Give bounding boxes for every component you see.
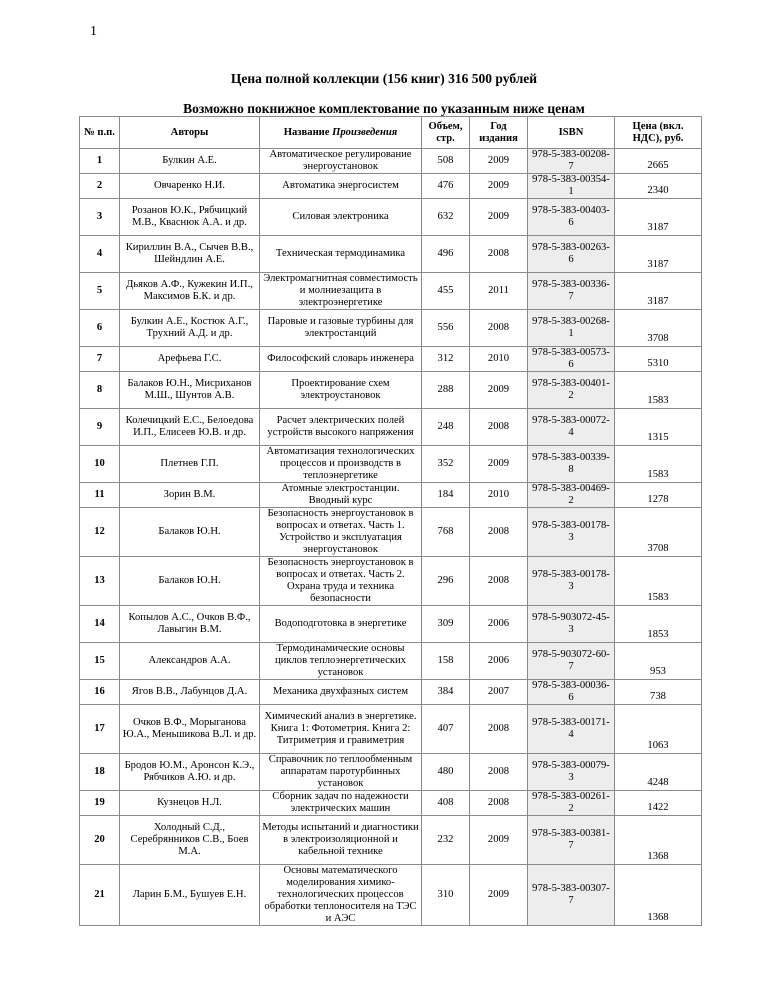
row-isbn: 978-5-383-00307-7 [528,865,615,926]
row-pages: 407 [422,705,470,754]
row-price: 1368 [615,865,702,926]
row-title: Автоматическое регулирование энергоустановок [260,149,422,174]
row-price: 3187 [615,236,702,273]
row-pages: 768 [422,508,470,557]
row-year: 2008 [470,409,528,446]
row-number: 15 [80,643,120,680]
row-price: 1315 [615,409,702,446]
table-row [80,372,702,409]
row-authors: Ягов В.В., Лабунцов Д.А. [120,680,260,705]
row-number: 20 [80,816,120,865]
row-title: Атомные электростанции. Вводный курс [260,483,422,508]
row-isbn: 978-5-383-00178-3 [528,557,615,606]
row-price: 953 [615,643,702,680]
row-number: 17 [80,705,120,754]
row-authors: Розанов Ю.К., Рябчицкий М.В., Кваснюк А.А. и др. [120,199,260,236]
table-row [80,199,702,236]
row-isbn: 978-5-383-00354-1 [528,174,615,199]
row-authors: Колечицкий Е.С., Белоедова И.П., Елисеев Ю.В. и др. [120,409,260,446]
row-number: 2 [80,174,120,199]
header-authors: Авторы [120,117,260,149]
row-isbn: 978-5-383-00336-7 [528,273,615,310]
collection-price-title: Цена полной коллекции (156 книг) 316 500 рублей [230,71,538,86]
row-pages: 480 [422,754,470,791]
row-isbn: 978-5-903072-60-7 [528,643,615,680]
row-year: 2011 [470,273,528,310]
row-pages: 184 [422,483,470,508]
table-row [80,310,702,347]
row-pages: 408 [422,791,470,816]
row-title: Справочник по теплообменным аппаратам паротурбинных установок [260,754,422,791]
row-isbn: 978-5-383-00573-6 [528,347,615,372]
table-header-row [80,117,702,149]
row-authors: Александров А.А. [120,643,260,680]
row-isbn: 978-5-383-00339-8 [528,446,615,483]
row-title: Философский словарь инженера [260,347,422,372]
table-row [80,409,702,446]
row-authors: Холодный С.Д., Серебрянников С.В., Боев М.А. [120,816,260,865]
table-row [80,149,702,174]
row-year: 2009 [470,149,528,174]
row-price: 1063 [615,705,702,754]
row-price: 1583 [615,372,702,409]
row-pages: 248 [422,409,470,446]
row-price: 3708 [615,310,702,347]
row-isbn: 978-5-383-00079-3 [528,754,615,791]
row-year: 2008 [470,791,528,816]
row-year: 2008 [470,310,528,347]
row-authors: Копылов А.С., Очков В.Ф., Лавыгин В.М. [120,606,260,643]
table-row [80,273,702,310]
row-title: Термодинамические основы циклов теплоэнергетических установок [260,643,422,680]
table-row [80,446,702,483]
row-price: 1583 [615,446,702,483]
row-number: 19 [80,791,120,816]
header-isbn: ISBN [528,117,615,149]
row-isbn: 978-5-383-00178-3 [528,508,615,557]
row-isbn: 978-5-383-00261-2 [528,791,615,816]
row-pages: 309 [422,606,470,643]
row-authors: Арефьева Г.С. [120,347,260,372]
row-title: Электромагнитная совместимость и молниезащита в электроэнергетике [260,273,422,310]
header-year: Год издания [470,117,528,149]
books-price-table [79,116,702,926]
header-title-prefix: Название [283,126,333,138]
table-row [80,865,702,926]
table-row [80,643,702,680]
row-pages: 476 [422,174,470,199]
row-authors: Балаков Ю.Н. [120,508,260,557]
row-isbn: 978-5-383-00263-6 [528,236,615,273]
row-year: 2006 [470,643,528,680]
row-isbn: 978-5-383-00036-6 [528,680,615,705]
row-pages: 508 [422,149,470,174]
row-authors: Ларин Б.М., Бушуев Е.Н. [120,865,260,926]
row-title: Безопасность энергоустановок в вопросах и ответах. Часть 2. Охрана труда и техника безопасности [260,557,422,606]
row-authors: Овчаренко Н.И. [120,174,260,199]
row-year: 2009 [470,816,528,865]
row-title: Силовая электроника [260,199,422,236]
row-title: Методы испытаний и диагностики в электроизоляционной и кабельной технике [260,816,422,865]
row-pages: 310 [422,865,470,926]
row-year: 2007 [470,680,528,705]
row-number: 13 [80,557,120,606]
row-year: 2010 [470,483,528,508]
row-year: 2009 [470,174,528,199]
row-price: 738 [615,680,702,705]
row-year: 2008 [470,508,528,557]
row-price: 5310 [615,347,702,372]
row-isbn: 978-5-383-00403-6 [528,199,615,236]
row-number: 8 [80,372,120,409]
row-isbn: 978-5-383-00171-4 [528,705,615,754]
row-year: 2010 [470,347,528,372]
row-title: Паровые и газовые турбины для электростанций [260,310,422,347]
table-row [80,680,702,705]
row-authors: Плетнев Г.П. [120,446,260,483]
header-title-italic: Произведения [332,126,398,138]
table-row [80,816,702,865]
row-isbn: 978-5-383-00381-7 [528,816,615,865]
row-year: 2009 [470,446,528,483]
page-number: 1 [90,24,97,39]
row-year: 2006 [470,606,528,643]
row-authors: Дьяков А.Ф., Кужекин И.П., Максимов Б.К. и др. [120,273,260,310]
table-row [80,347,702,372]
row-year: 2009 [470,372,528,409]
header-title [260,117,422,149]
row-title: Техническая термодинамика [260,236,422,273]
row-authors: Очков В.Ф., Морыганова Ю.А., Меньшикова В.Л. и др. [120,705,260,754]
header-price: Цена (вкл. НДС), руб. [615,117,702,149]
row-number: 21 [80,865,120,926]
row-price: 3187 [615,273,702,310]
header-pages: Объем, стр. [422,117,470,149]
table-row [80,483,702,508]
row-title: Расчет электрических полей устройств высокого напряжения [260,409,422,446]
row-price: 1278 [615,483,702,508]
row-pages: 352 [422,446,470,483]
row-isbn: 978-5-903072-45-3 [528,606,615,643]
row-isbn: 978-5-383-00469-2 [528,483,615,508]
table-row [80,705,702,754]
row-authors: Балаков Ю.Н. [120,557,260,606]
row-number: 18 [80,754,120,791]
row-year: 2009 [470,865,528,926]
row-number: 3 [80,199,120,236]
row-price: 2340 [615,174,702,199]
row-authors: Кузнецов Н.Л. [120,791,260,816]
row-year: 2008 [470,754,528,791]
row-isbn: 978-5-383-00401-2 [528,372,615,409]
row-pages: 312 [422,347,470,372]
row-number: 6 [80,310,120,347]
row-pages: 288 [422,372,470,409]
row-title: Автоматика энергосистем [260,174,422,199]
row-number: 10 [80,446,120,483]
row-pages: 158 [422,643,470,680]
row-isbn: 978-5-383-00072-4 [528,409,615,446]
row-authors: Булкин А.Е. [120,149,260,174]
row-price: 3708 [615,508,702,557]
row-year: 2008 [470,705,528,754]
table-row [80,557,702,606]
table-row [80,754,702,791]
row-pages: 232 [422,816,470,865]
row-isbn: 978-5-383-00268-1 [528,310,615,347]
row-title: Сборник задач по надежности электрических машин [260,791,422,816]
row-number: 9 [80,409,120,446]
row-pages: 496 [422,236,470,273]
row-number: 12 [80,508,120,557]
row-price: 3187 [615,199,702,236]
table-row [80,606,702,643]
row-authors: Бродов Ю.М., Аронсон К.Э., Рябчиков А.Ю. и др. [120,754,260,791]
row-pages: 455 [422,273,470,310]
row-year: 2008 [470,557,528,606]
row-year: 2009 [470,199,528,236]
table-row [80,174,702,199]
row-pages: 632 [422,199,470,236]
row-price: 2665 [615,149,702,174]
row-price: 1422 [615,791,702,816]
row-number: 4 [80,236,120,273]
row-title: Проектирование схем электроустановок [260,372,422,409]
row-number: 16 [80,680,120,705]
row-pages: 384 [422,680,470,705]
table-row [80,508,702,557]
row-pages: 556 [422,310,470,347]
row-price: 1583 [615,557,702,606]
row-price: 1853 [615,606,702,643]
row-number: 5 [80,273,120,310]
table-row [80,236,702,273]
row-authors: Кириллин В.А., Сычев В.В., Шейндлин А.Е. [120,236,260,273]
per-book-subtitle: Возможно покнижное комплектование по указанным ниже ценам [183,101,585,116]
row-price: 4248 [615,754,702,791]
header-number: № п.п. [80,117,120,149]
row-number: 14 [80,606,120,643]
row-number: 11 [80,483,120,508]
row-title: Механика двухфазных систем [260,680,422,705]
row-title: Водоподготовка в энергетике [260,606,422,643]
row-number: 1 [80,149,120,174]
row-authors: Булкин А.Е., Костюк А.Г., Трухний А.Д. и др. [120,310,260,347]
row-isbn: 978-5-383-00208-7 [528,149,615,174]
row-year: 2008 [470,236,528,273]
row-authors: Балаков Ю.Н., Мисриханов М.Ш., Шунтов А.В. [120,372,260,409]
table-row [80,791,702,816]
row-authors: Зорин В.М. [120,483,260,508]
row-price: 1368 [615,816,702,865]
row-title: Автоматизация технологических процессов и производств в теплоэнергетике [260,446,422,483]
row-number: 7 [80,347,120,372]
row-title: Безопасность энергоустановок в вопросах и ответах. Часть 1. Устройство и эксплуатация энергоустановок [260,508,422,557]
row-title: Основы математического моделирования химико-технологических процессов обработки теплоносителя на ТЭС и АЭС [260,865,422,926]
row-pages: 296 [422,557,470,606]
row-title: Химический анализ в энергетике. Книга 1: Фотометрия. Книга 2: Титриметрия и гравиметрия [260,705,422,754]
